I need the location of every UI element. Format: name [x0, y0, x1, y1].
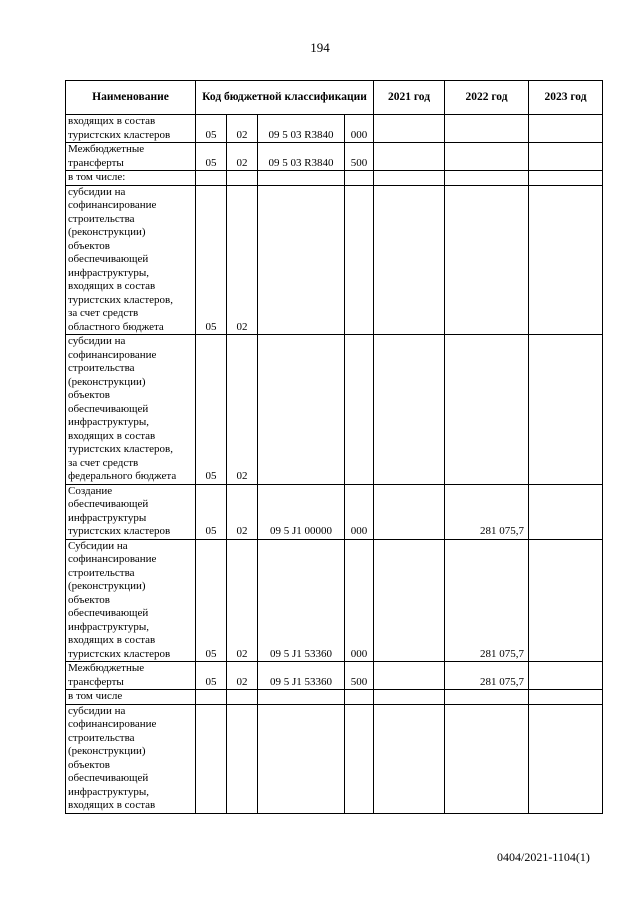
code-section: [196, 704, 227, 813]
code-section: 05: [196, 662, 227, 690]
code-subsection: [227, 171, 258, 186]
row-name: Межбюджетные трансферты: [66, 662, 196, 690]
value-2023: [529, 539, 603, 662]
code-subsection: 02: [227, 185, 258, 335]
code-target-article: 09 5 J1 53360: [258, 662, 345, 690]
code-target-article: [258, 690, 345, 705]
code-target-article: [258, 185, 345, 335]
row-name: Межбюджетные трансферты: [66, 143, 196, 171]
code-subsection: 02: [227, 115, 258, 143]
code-expense-type: 000: [345, 115, 374, 143]
value-2022: [445, 115, 529, 143]
header-2022: 2022 год: [445, 81, 529, 115]
code-target-article: [258, 335, 345, 485]
value-2021: [374, 171, 445, 186]
table-body: [66, 115, 603, 814]
code-subsection: [227, 690, 258, 705]
value-2022: 281 075,7: [445, 662, 529, 690]
value-2022: [445, 185, 529, 335]
row-name: субсидии на софинансирование строительства (реконструкции) объектов обеспечивающей инфраструктуры, входящих в состав: [66, 704, 196, 813]
value-2023: [529, 115, 603, 143]
header-2021: 2021 год: [374, 81, 445, 115]
code-section: 05: [196, 143, 227, 171]
table-row: [66, 171, 603, 186]
value-2023: [529, 690, 603, 705]
code-subsection: 02: [227, 662, 258, 690]
header-row: [66, 81, 603, 115]
code-section: [196, 171, 227, 186]
code-section: 05: [196, 115, 227, 143]
table-row: [66, 335, 603, 485]
row-name: Создание обеспечивающей инфраструктуры туристских кластеров: [66, 484, 196, 539]
code-expense-type: 000: [345, 484, 374, 539]
value-2023: [529, 484, 603, 539]
value-2021: [374, 539, 445, 662]
code-section: [196, 690, 227, 705]
document-code: 0404/2021-1104(1): [497, 850, 590, 864]
code-subsection: 02: [227, 539, 258, 662]
row-name: в том числе:: [66, 171, 196, 186]
value-2023: [529, 143, 603, 171]
code-target-article: 09 5 03 R3840: [258, 115, 345, 143]
value-2022: [445, 335, 529, 485]
code-target-article: [258, 704, 345, 813]
row-name: субсидии на софинансирование строительства (реконструкции) объектов обеспечивающей инфраструктуры, входящих в состав туристских кластеров, за счет средств федерального бюджета: [66, 335, 196, 485]
table-row: [66, 539, 603, 662]
code-expense-type: [345, 185, 374, 335]
code-target-article: 09 5 J1 53360: [258, 539, 345, 662]
code-subsection: 02: [227, 335, 258, 485]
value-2023: [529, 704, 603, 813]
code-section: 05: [196, 539, 227, 662]
header-name: Наименование: [66, 81, 196, 115]
row-name: в том числе: [66, 690, 196, 705]
table-row: [66, 662, 603, 690]
code-expense-type: 500: [345, 143, 374, 171]
code-subsection: 02: [227, 143, 258, 171]
table-row: [66, 185, 603, 335]
code-subsection: 02: [227, 484, 258, 539]
code-subsection: [227, 704, 258, 813]
code-section: 05: [196, 185, 227, 335]
header-budget-code: Код бюджетной классификации: [196, 81, 374, 115]
value-2021: [374, 662, 445, 690]
value-2021: [374, 143, 445, 171]
value-2021: [374, 185, 445, 335]
value-2023: [529, 171, 603, 186]
row-name: входящих в состав туристских кластеров: [66, 115, 196, 143]
table-row: [66, 690, 603, 705]
value-2022: 281 075,7: [445, 484, 529, 539]
value-2022: [445, 171, 529, 186]
code-section: 05: [196, 484, 227, 539]
value-2022: 281 075,7: [445, 539, 529, 662]
header-2023: 2023 год: [529, 81, 603, 115]
table-row: [66, 115, 603, 143]
value-2022: [445, 704, 529, 813]
code-expense-type: [345, 171, 374, 186]
value-2021: [374, 690, 445, 705]
code-target-article: [258, 171, 345, 186]
code-expense-type: [345, 690, 374, 705]
value-2022: [445, 690, 529, 705]
value-2022: [445, 143, 529, 171]
code-expense-type: 000: [345, 539, 374, 662]
code-expense-type: [345, 335, 374, 485]
code-section: 05: [196, 335, 227, 485]
value-2023: [529, 185, 603, 335]
row-name: субсидии на софинансирование строительства (реконструкции) объектов обеспечивающей инфраструктуры, входящих в состав туристских кластеров, за счет средств областного бюджета: [66, 185, 196, 335]
table-row: [66, 484, 603, 539]
budget-table: [65, 80, 603, 814]
page-number: 194: [310, 40, 330, 55]
value-2021: [374, 115, 445, 143]
table-row: [66, 704, 603, 813]
value-2023: [529, 662, 603, 690]
code-target-article: 09 5 J1 00000: [258, 484, 345, 539]
code-target-article: 09 5 03 R3840: [258, 143, 345, 171]
value-2023: [529, 335, 603, 485]
value-2021: [374, 704, 445, 813]
code-expense-type: 500: [345, 662, 374, 690]
value-2021: [374, 335, 445, 485]
value-2021: [374, 484, 445, 539]
table-row: [66, 143, 603, 171]
row-name: Субсидии на софинансирование строительства (реконструкции) объектов обеспечивающей инфраструктуры, входящих в состав туристских кластеров: [66, 539, 196, 662]
code-expense-type: [345, 704, 374, 813]
